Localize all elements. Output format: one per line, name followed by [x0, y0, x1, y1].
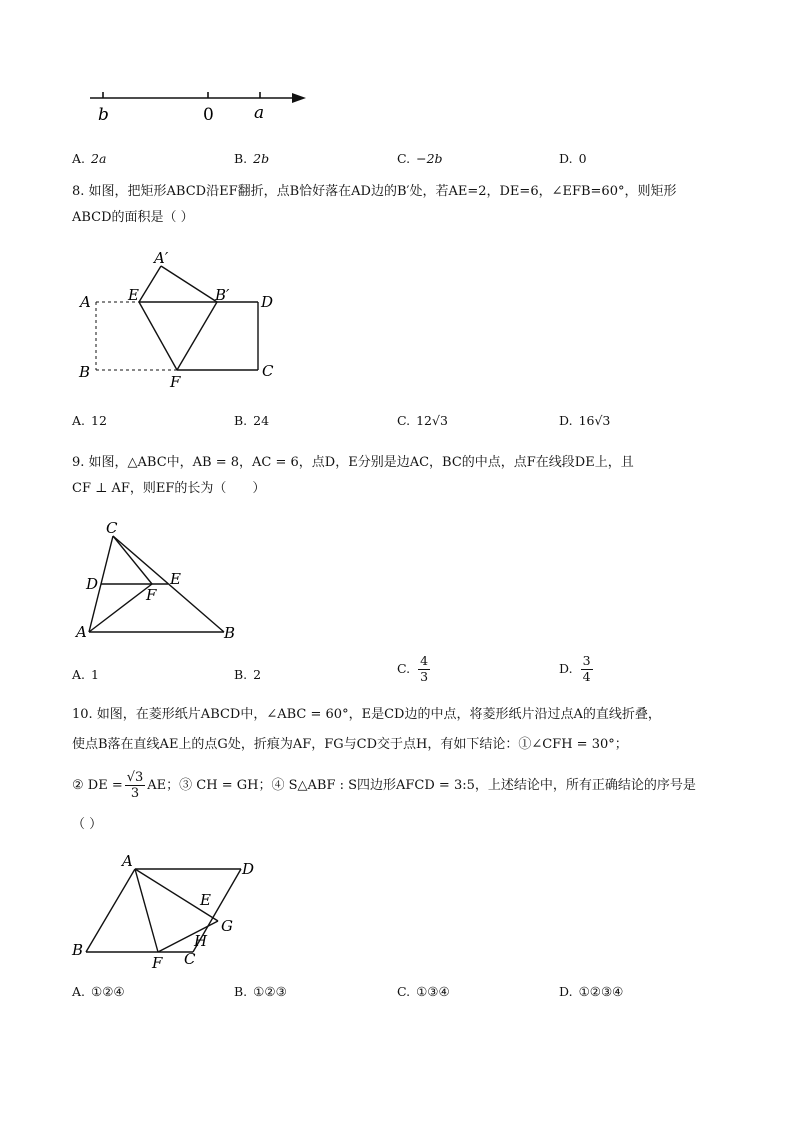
- q9-option-a[interactable]: A. 1: [72, 667, 99, 682]
- q8-option-a[interactable]: A. 12: [72, 413, 107, 428]
- q10-line-1: 10. 如图，在菱形纸片ABCD中，∠ABC = 60°，E是CD边的中点，将菱形纸片沿过点A的直线折叠，: [72, 707, 661, 722]
- label-zero: 0: [203, 105, 214, 125]
- q9-option-d[interactable]: D. $\frac{3}{4}$: [559, 653, 591, 684]
- q8-label-a: A: [80, 293, 91, 311]
- q8-label-c: C: [262, 362, 274, 380]
- q10-line-2: 使点B落在直线AE上的点G处，折痕为AF，FG与CD交于点H，有如下结论：①∠CFH = 30°；: [72, 737, 628, 752]
- q9-option-d-fraction: $\frac{3}{4}$: [582, 653, 591, 684]
- q10-fraction: $\frac{√3}{3}$: [126, 770, 144, 801]
- q10-label-e: E: [200, 891, 211, 909]
- q8-label-b-prime: B′: [215, 286, 230, 304]
- q10-label-a: A: [122, 852, 133, 870]
- number-line-figure: [80, 84, 320, 130]
- q8-line-1: 8. 如图，把矩形ABCD沿EF翻折，点B恰好落在AD边的B′处，若AE=2，DE=6，∠EFB=60°，则矩形: [72, 184, 677, 199]
- q7-option-a[interactable]: A. 2a: [72, 151, 107, 166]
- q7-option-b[interactable]: B. 2b: [234, 151, 270, 166]
- q8-label-f: F: [170, 373, 181, 391]
- q9-line-2: CF ⊥ AF，则EF的长为（ ）: [72, 481, 266, 496]
- q10-option-c[interactable]: C. ①③④: [397, 984, 450, 999]
- q9-figure: [72, 518, 252, 646]
- q7-option-d[interactable]: D. 0: [559, 151, 587, 166]
- q10-line-3: ② DE = $\frac{√3}{3}$ AE；③ CH = GH；④ S△ABF : S四边形AFCD = 3:5，上述结论中，所有正确结论的序号是: [72, 770, 696, 801]
- q10-figure: [66, 852, 266, 974]
- q8-line-2: ABCD的面积是（ ）: [72, 210, 194, 225]
- q10-label-f: F: [152, 954, 163, 972]
- q8-question: [72, 179, 732, 231]
- q9-label-e: E: [170, 570, 181, 588]
- q10-option-b[interactable]: B. ①②③: [234, 984, 287, 999]
- q8-label-b: B: [79, 363, 91, 381]
- q9-option-b[interactable]: B. 2: [234, 667, 262, 682]
- q8-figure: [72, 244, 292, 394]
- q9-label-b: B: [224, 624, 236, 642]
- q8-option-b[interactable]: B. 24: [234, 413, 270, 428]
- q8-option-d[interactable]: D. 16√3: [559, 413, 611, 428]
- q8-options: [72, 413, 772, 431]
- q8-label-d: D: [261, 293, 274, 311]
- q9-option-c-fraction: $\frac{4}{3}$: [420, 653, 429, 684]
- label-a: a: [254, 103, 265, 123]
- label-b: b: [98, 105, 109, 125]
- q10-question: [72, 702, 772, 838]
- q10-label-b: B: [72, 941, 84, 959]
- q9-label-c: C: [106, 519, 118, 537]
- q8-label-e: E: [128, 286, 139, 304]
- q7-options: [72, 151, 772, 169]
- q8-option-c[interactable]: C. 12√3: [397, 413, 448, 428]
- q10-label-h: H: [194, 932, 208, 950]
- q9-question: [72, 450, 732, 502]
- q9-option-c[interactable]: C. $\frac{4}{3}$: [397, 653, 429, 684]
- q10-label-g: G: [221, 917, 233, 935]
- q9-line-1: 9. 如图，△ABC中，AB = 8，AC = 6，点D，E分别是边AC，BC的中点，点F在线段DE上，且: [72, 455, 634, 470]
- q9-label-f: F: [146, 586, 157, 604]
- q8-label-a-prime: A′: [154, 249, 169, 267]
- q10-line-4: （ ）: [72, 817, 103, 832]
- q10-label-d: D: [242, 860, 255, 878]
- q10-label-c: C: [184, 950, 196, 968]
- q9-label-a: A: [76, 623, 87, 641]
- q7-option-c[interactable]: C. −2b: [397, 151, 443, 166]
- q10-option-d[interactable]: D. ①②③④: [559, 984, 624, 999]
- q9-options: [72, 655, 772, 697]
- q9-label-d: D: [86, 575, 99, 593]
- q10-options: [72, 984, 772, 1002]
- q10-option-a[interactable]: A. ①②④: [72, 984, 125, 999]
